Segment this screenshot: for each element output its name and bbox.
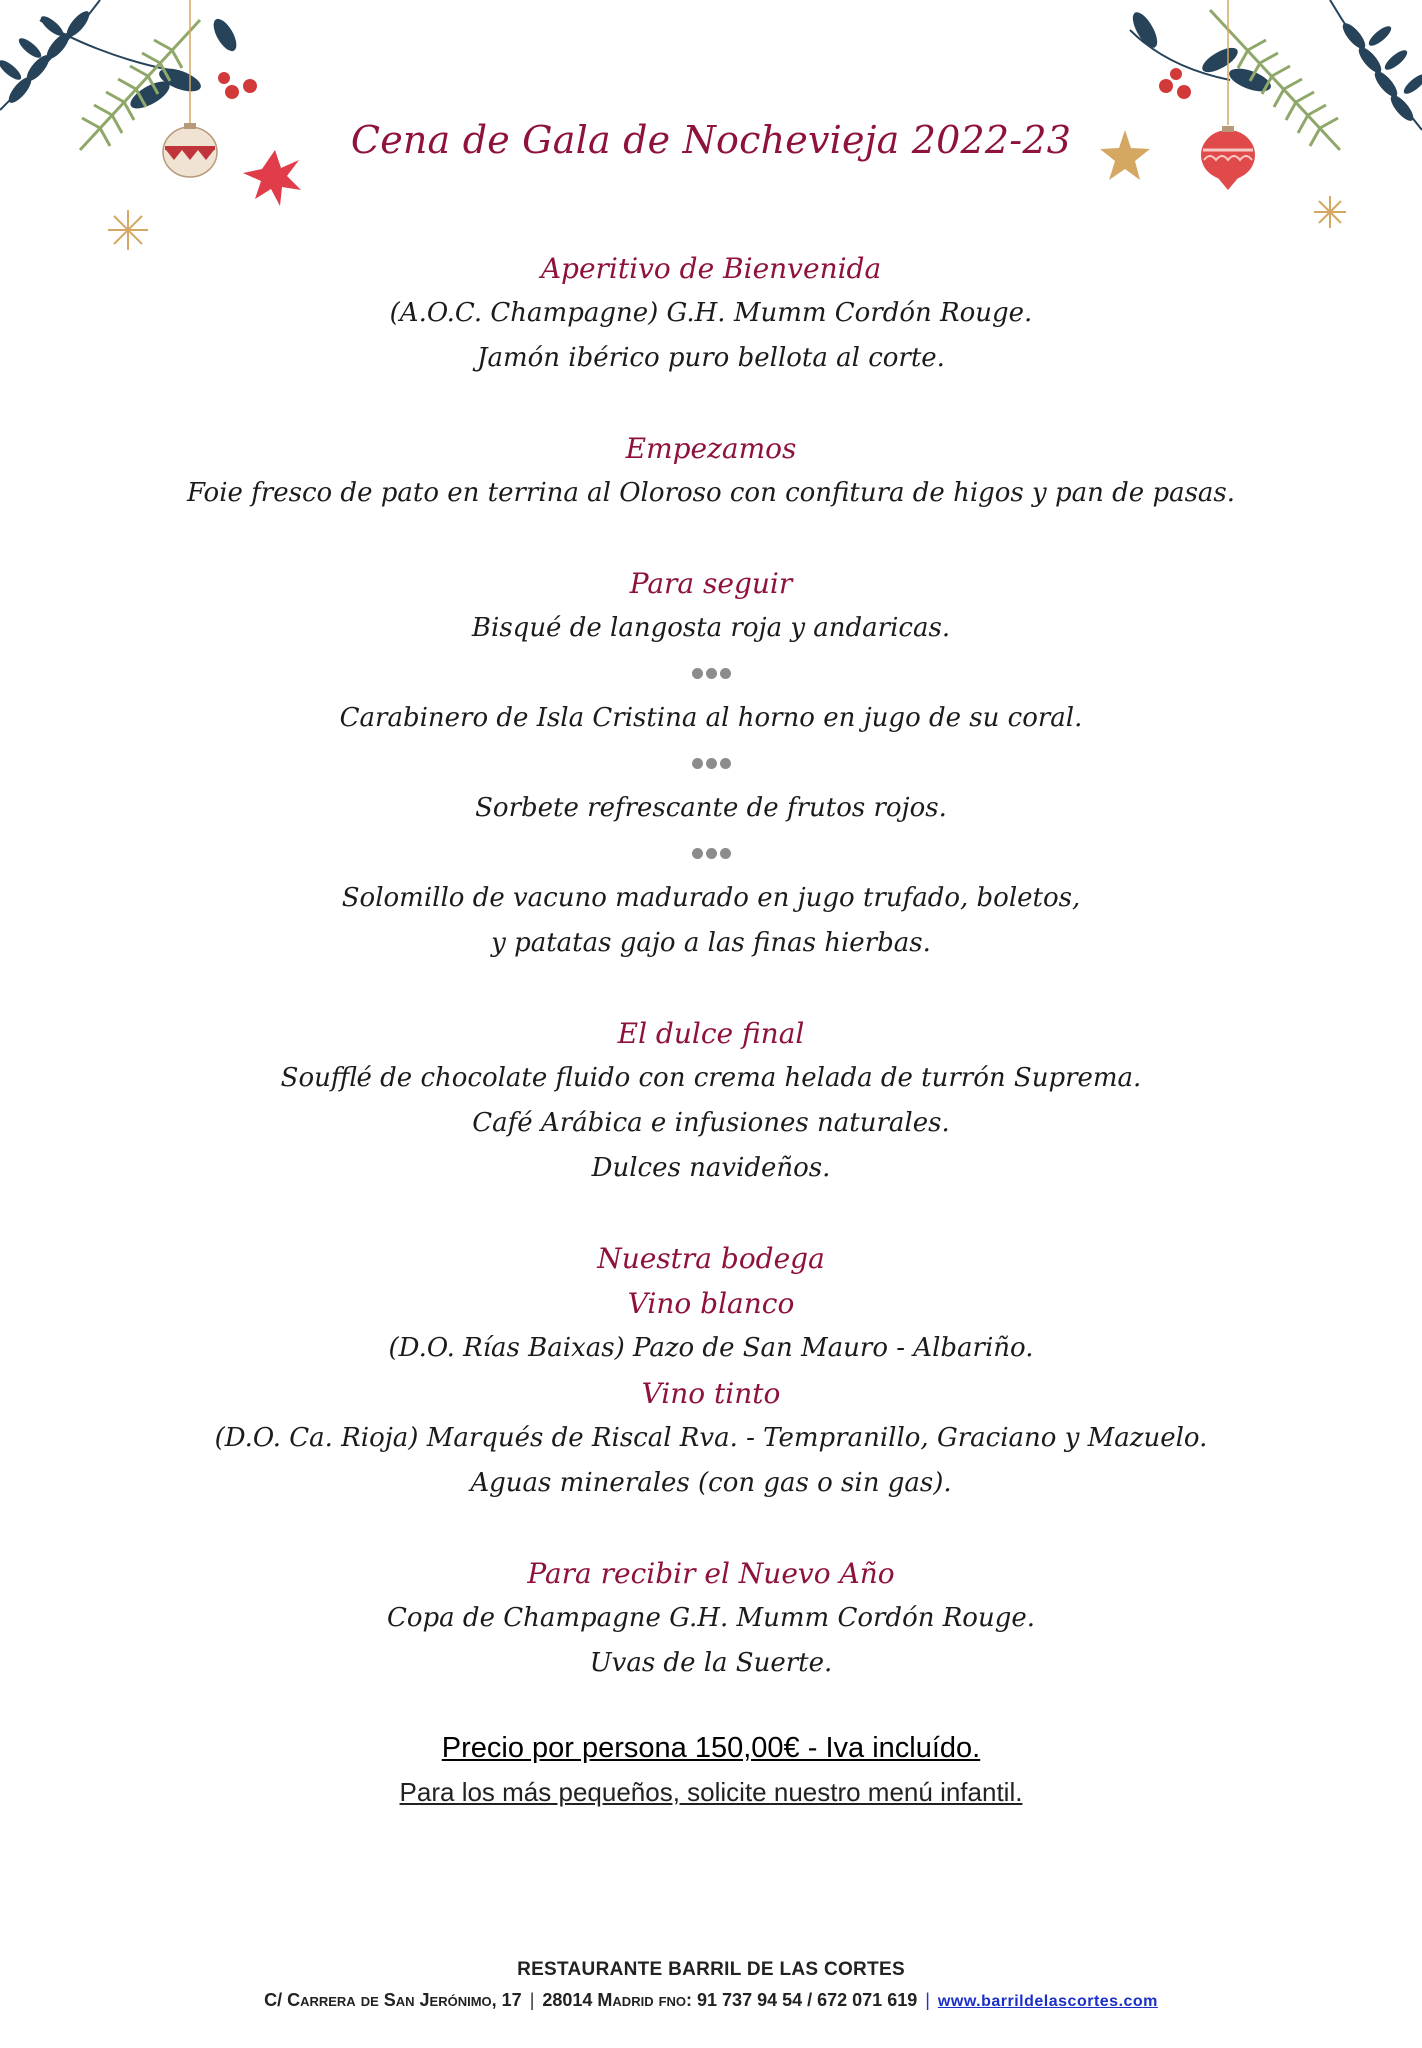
footer-address-line: C/ Carrera de San Jerónimo, 17 | 28014 Madrid fno: 91 737 94 54 / 672 071 619 | www.barrildelascortes.com	[264, 1990, 1158, 2010]
menu-item: Jamón ibérico puro bellota al corte.	[477, 343, 945, 373]
restaurant-name: RESTAURANTE BARRIL DE LAS CORTES	[517, 1959, 905, 1980]
section-heading: El dulce final	[617, 1017, 805, 1050]
red-wine-item: (D.O. Ca. Rioja) Marqués de Riscal Rva. - Tempranillo, Graciano y Mazuelo.	[214, 1423, 1208, 1453]
red-wine-heading: Vino tinto	[641, 1377, 781, 1410]
street-address: C/ Carrera de San Jerónimo, 17	[264, 1990, 522, 2010]
dots-separator	[0, 831, 1422, 876]
section-dulce-final	[0, 1011, 1422, 1191]
page-footer	[0, 1956, 1422, 2016]
section-heading: Nuestra bodega	[597, 1242, 825, 1275]
section-heading: Aperitivo de Bienvenida	[540, 252, 882, 285]
menu-body	[0, 246, 1422, 1814]
price-per-person: Precio por persona 150,00€ - Iva incluído.	[441, 1732, 981, 1764]
water-item: Aguas minerales (con gas o sin gas).	[470, 1468, 952, 1498]
menu-item: y patatas gajo a las finas hierbas.	[491, 928, 931, 958]
city-phone: 28014 Madrid fno: 91 737 94 54 / 672 071 619	[542, 1990, 918, 2010]
menu-item: Bisqué de langosta roja y andaricas.	[471, 613, 951, 643]
section-heading: Para recibir el Nuevo Año	[527, 1557, 895, 1590]
menu-item: Solomillo de vacuno madurado en jugo trufado, boletos,	[341, 883, 1081, 913]
menu-item: (A.O.C. Champagne) G.H. Mumm Cordón Rouge.	[389, 298, 1033, 328]
section-nuevo-ano	[0, 1551, 1422, 1686]
section-heading: Empezamos	[625, 432, 797, 465]
menu-item: Sorbete refrescante de frutos rojos.	[475, 793, 947, 823]
dots-separator	[0, 651, 1422, 696]
menu-item: Carabinero de Isla Cristina al horno en jugo de su coral.	[339, 703, 1083, 733]
menu-item: Soufflé de chocolate fluido con crema helada de turrón Suprema.	[280, 1063, 1142, 1093]
dots-separator	[0, 741, 1422, 786]
menu-item: Dulces navideños.	[591, 1153, 831, 1183]
website-link[interactable]: www.barrildelascortes.com	[937, 1993, 1158, 2010]
section-empezamos	[0, 426, 1422, 516]
white-wine-heading: Vino blanco	[627, 1287, 795, 1320]
page-title: Cena de Gala de Nochevieja 2022-23	[350, 118, 1072, 162]
white-wine-item: (D.O. Rías Baixas) Pazo de San Mauro - Albariño.	[388, 1333, 1034, 1363]
section-bodega	[0, 1236, 1422, 1506]
menu-item: Copa de Champagne G.H. Mumm Cordón Rouge.	[386, 1603, 1036, 1633]
menu-item: Café Arábica e infusiones naturales.	[472, 1108, 950, 1138]
section-aperitivo	[0, 246, 1422, 381]
section-para-seguir	[0, 561, 1422, 966]
kids-menu-note: Para los más pequeños, solicite nuestro menú infantil.	[399, 1777, 1023, 1807]
section-heading: Para seguir	[629, 567, 793, 600]
menu-item: Foie fresco de pato en terrina al Oloroso con confitura de higos y pan de pasas.	[186, 478, 1236, 508]
menu-item: Uvas de la Suerte.	[589, 1648, 833, 1678]
